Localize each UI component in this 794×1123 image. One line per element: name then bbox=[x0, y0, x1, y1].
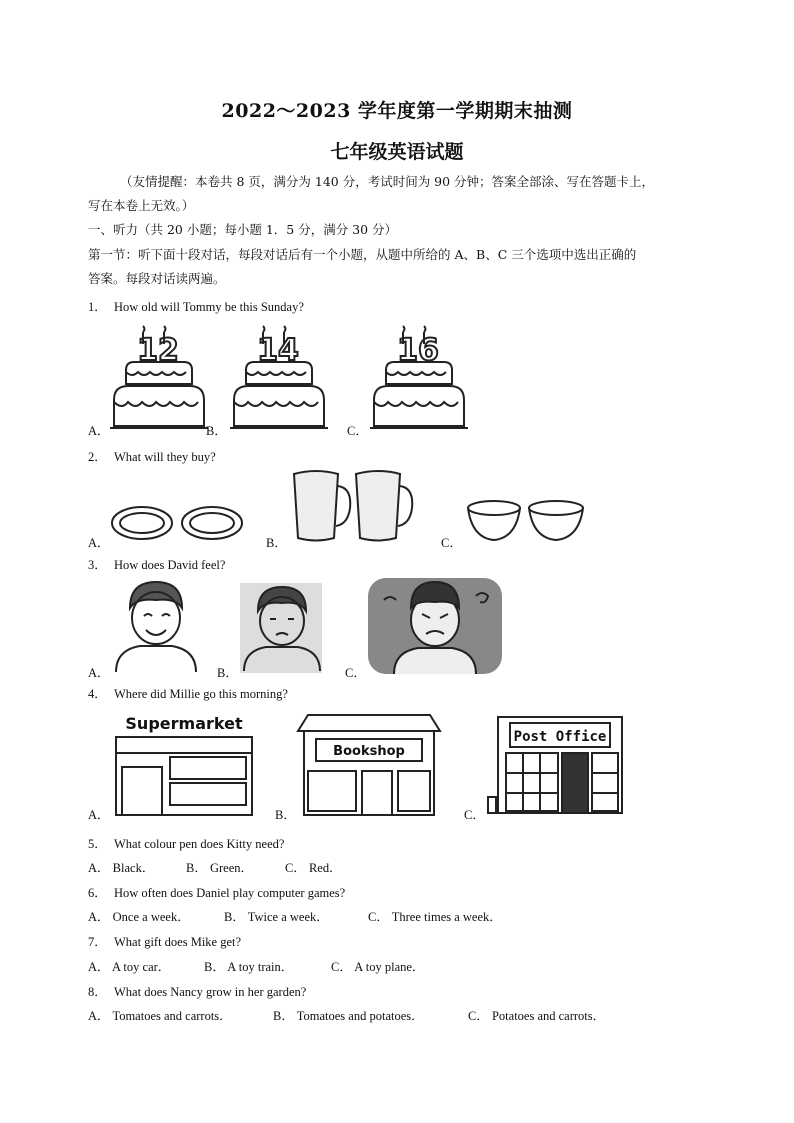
question-2 bbox=[88, 447, 216, 465]
question-number: 3． bbox=[88, 558, 107, 572]
page-title: 2022～2023 学年度第一学期期末抽测 bbox=[221, 100, 573, 122]
plates-image bbox=[110, 503, 246, 543]
question-text: How does David feel? bbox=[114, 558, 226, 572]
sad-boy-image bbox=[240, 583, 322, 673]
question-6 bbox=[88, 883, 345, 901]
option-b: B． Twice a week． bbox=[224, 910, 329, 924]
question-text: Where did Millie go this morning? bbox=[114, 687, 288, 701]
cake-14-image bbox=[230, 322, 328, 432]
option-label: A． bbox=[88, 666, 110, 680]
question-1 bbox=[88, 297, 304, 315]
question-7 bbox=[88, 932, 241, 950]
bookshop-image bbox=[298, 711, 440, 817]
question-number: 1． bbox=[88, 300, 107, 314]
option-label: B． bbox=[217, 666, 238, 680]
option-label: C． bbox=[345, 666, 366, 680]
part1-instruction-2: 答案。每段对话读两遍。 bbox=[88, 271, 226, 286]
question-4 bbox=[88, 684, 288, 702]
question-number: 6． bbox=[88, 886, 107, 900]
question-text: What colour pen does Kitty need? bbox=[114, 837, 285, 851]
option-b: B． Green． bbox=[186, 861, 254, 875]
cake-12-image bbox=[110, 322, 208, 432]
cups-image bbox=[290, 468, 420, 544]
option-a: A． Once a week． bbox=[88, 910, 190, 924]
shop-sign-text: Post Office bbox=[513, 729, 607, 745]
option-b: B． Tomatoes and potatoes． bbox=[273, 1009, 424, 1023]
option-a: A． A toy car． bbox=[88, 960, 171, 974]
option-label: C． bbox=[441, 536, 462, 550]
angry-boy-image bbox=[368, 578, 502, 674]
option-label: B． bbox=[266, 536, 287, 550]
question-text: How often does Daniel play computer games? bbox=[114, 886, 346, 900]
cake-number: 14 bbox=[257, 333, 299, 368]
question-text: What does Nancy grow in her garden? bbox=[114, 985, 307, 999]
happy-boy-image bbox=[112, 578, 198, 674]
cake-number: 16 bbox=[397, 333, 439, 368]
option-label: C． bbox=[464, 808, 485, 822]
supermarket-image bbox=[112, 711, 254, 817]
shop-sign-text: Supermarket bbox=[125, 714, 243, 733]
question-text: What will they buy? bbox=[114, 450, 216, 464]
question-text: How old will Tommy be this Sunday? bbox=[114, 300, 304, 314]
option-label: B． bbox=[206, 424, 227, 438]
post-office-image bbox=[488, 713, 626, 817]
question-number: 4． bbox=[88, 687, 107, 701]
cake-16-image bbox=[370, 322, 468, 432]
option-c: C． Three times a week． bbox=[368, 910, 502, 924]
option-a: A． Tomatoes and carrots． bbox=[88, 1009, 232, 1023]
question-number: 8． bbox=[88, 985, 107, 999]
bowls-image bbox=[466, 498, 588, 544]
cake-number: 12 bbox=[137, 333, 179, 368]
option-b: B． A toy train． bbox=[204, 960, 294, 974]
question-3 bbox=[88, 555, 225, 573]
notice-line-2: 写在本卷上无效。） bbox=[88, 198, 195, 213]
question-number: 2． bbox=[88, 450, 107, 464]
question-text: What gift does Mike get? bbox=[114, 935, 242, 949]
option-label: C． bbox=[347, 424, 368, 438]
option-c: C． A toy plane． bbox=[331, 960, 425, 974]
option-label: A． bbox=[88, 424, 110, 438]
part1-instruction-1: 第一节：听下面十段对话，每段对话后有一个小题，从题中所给的 A、B、C 三个选项中选出正确的 bbox=[88, 247, 637, 262]
question-5 bbox=[88, 834, 284, 852]
shop-sign-text: Bookshop bbox=[333, 744, 405, 759]
option-c: C． Potatoes and carrots． bbox=[468, 1009, 606, 1023]
option-label: B． bbox=[275, 808, 296, 822]
question-number: 7． bbox=[88, 935, 107, 949]
notice-line-1: （友情提醒：本卷共 8 页，满分为 140 分，考试时间为 90 分钟；答案全部涂、写在答题卡上， bbox=[120, 174, 655, 189]
question-number: 5． bbox=[88, 837, 107, 851]
option-a: A． Black． bbox=[88, 861, 155, 875]
option-label: A． bbox=[88, 536, 110, 550]
option-label: A． bbox=[88, 808, 110, 822]
question-8 bbox=[88, 982, 306, 1000]
page-subtitle: 七年级英语试题 bbox=[330, 141, 464, 163]
section-heading: 一、听力（共 20 小题；每小题 1．5 分，满分 30 分） bbox=[88, 222, 398, 237]
option-c: C． Red． bbox=[285, 861, 342, 875]
